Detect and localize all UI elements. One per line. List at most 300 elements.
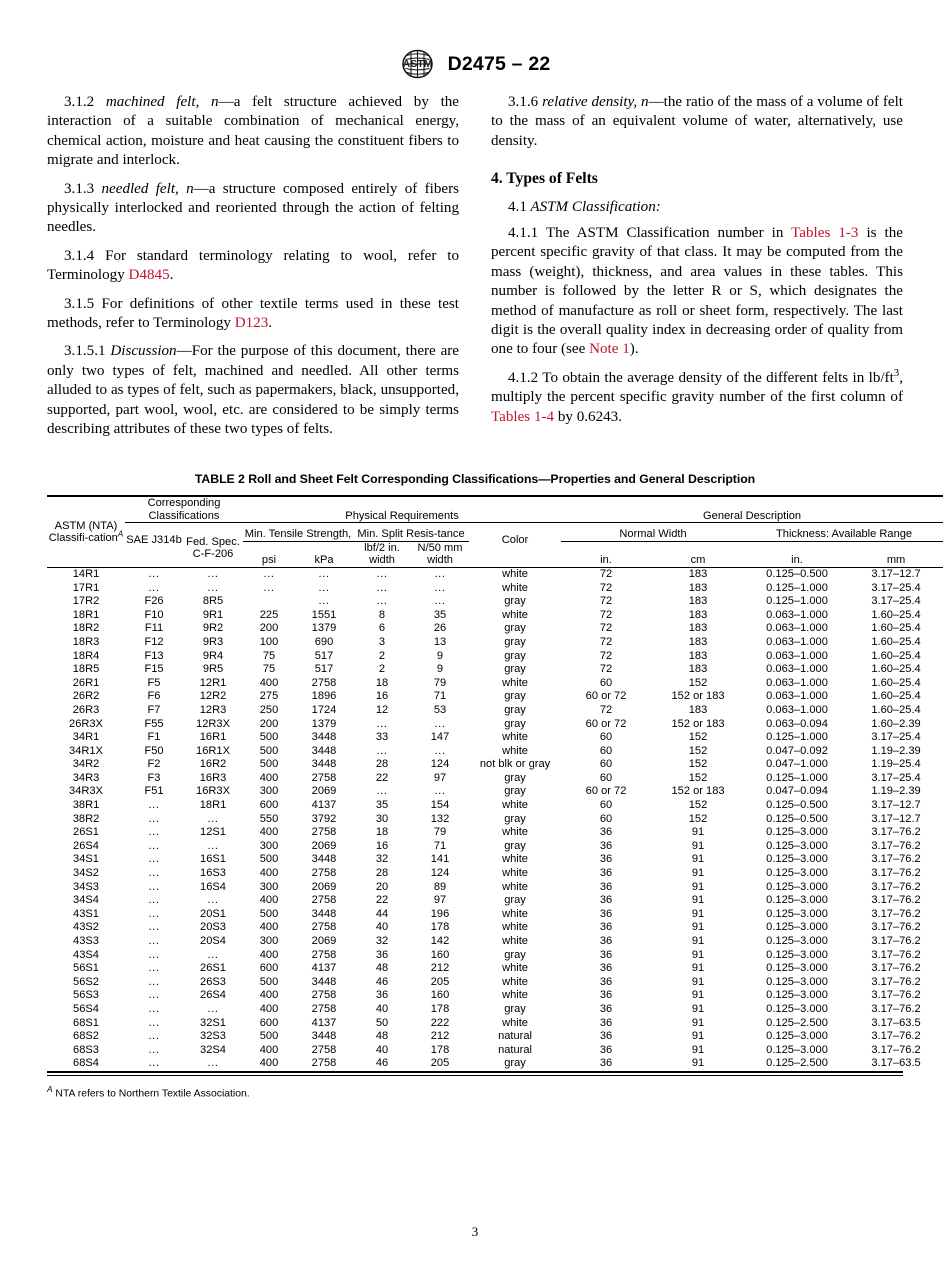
cell-n50: 178	[430, 921, 450, 934]
defined-term: relative density, n	[542, 94, 649, 110]
cell-width_cm: 91	[691, 1030, 705, 1043]
header-unit-psi: psi	[261, 554, 277, 567]
cell-sae: ...	[148, 567, 160, 580]
table-body	[47, 567, 943, 1070]
cell-astm: 56S2	[73, 975, 99, 988]
cell-lbf: 22	[375, 894, 389, 907]
cell-width_in: 36	[599, 935, 613, 947]
table-row	[47, 731, 943, 745]
cell-color: gray	[504, 771, 526, 784]
cell-color: white	[502, 744, 528, 757]
cell-thick_mm: 3.17–76.2	[871, 1043, 921, 1056]
cell-fed: 32S1	[200, 1016, 226, 1029]
cell-fed: 16R1	[199, 731, 227, 744]
cell-sae: F12	[144, 635, 164, 648]
table-row	[47, 582, 943, 596]
cell-astm: 34S1	[73, 853, 99, 866]
cell-lbf: 18	[375, 676, 389, 689]
cell-thick_mm: 3.17–25.4	[871, 771, 921, 784]
cell-psi: 300	[259, 839, 279, 852]
header-unit-thick-mm: mm	[886, 554, 906, 567]
cell-width_in: 36	[599, 989, 613, 1002]
cell-lbf: 2	[378, 649, 386, 662]
cell-thick_in: 0.125–3.000	[766, 989, 828, 1002]
cell-lbf: 8	[378, 608, 386, 621]
cell-width_in: 72	[599, 649, 613, 662]
cell-astm: 68S3	[73, 1043, 99, 1056]
cell-thick_mm: 3.17–63.5	[871, 1057, 921, 1070]
cell-thick_in: 0.125–3.000	[766, 1002, 828, 1015]
cell-thick_in: 0.125–0.500	[766, 812, 828, 825]
cell-thick_in: 0.125–2.500	[766, 1016, 828, 1029]
cell-psi: 400	[259, 1043, 279, 1056]
cell-astm: 34R1X	[69, 744, 103, 757]
cell-kpa: 3448	[311, 853, 337, 866]
cell-lbf: 36	[375, 948, 389, 961]
cell-kpa: ...	[318, 567, 330, 580]
cell-sae: ...	[148, 1057, 160, 1070]
cell-fed: ...	[207, 581, 219, 594]
cell-thick_in: 0.063–1.000	[766, 663, 828, 676]
table-row	[47, 622, 943, 636]
cell-n50: 142	[430, 935, 450, 947]
cell-lbf: 40	[375, 921, 389, 934]
cell-width_in: 36	[599, 1016, 613, 1029]
cell-kpa: 2069	[311, 785, 337, 798]
cell-thick_in: 0.125–3.000	[766, 853, 828, 866]
cell-thick_mm: 1.60–25.4	[871, 690, 921, 703]
header-min-split-resistance: Min. Split Resis-tance	[353, 523, 469, 542]
cell-lbf: 40	[375, 1043, 389, 1056]
paragraph-4-1-2	[491, 366, 903, 427]
cell-lbf: 6	[378, 622, 386, 635]
cell-kpa: 2758	[311, 826, 337, 839]
link-d123[interactable]: D123	[234, 315, 269, 332]
cell-lbf: ...	[376, 567, 388, 580]
link-d4845[interactable]: D4845	[128, 267, 170, 284]
para-text-tail: .	[268, 315, 273, 332]
cell-psi: 400	[259, 948, 279, 961]
cell-lbf: 32	[375, 853, 389, 866]
cell-color: gray	[504, 622, 526, 635]
cell-n50: ...	[434, 785, 446, 798]
cell-width_cm: 91	[691, 989, 705, 1002]
header-group-corresponding-classifications: Corresponding Classifications	[125, 496, 243, 523]
cell-psi: 600	[259, 1016, 279, 1029]
cell-fed: 12R3X	[196, 717, 230, 730]
cell-astm: 26S1	[73, 826, 99, 839]
cell-lbf: 30	[375, 812, 389, 825]
cell-n50: 178	[430, 1002, 450, 1015]
header-unit-n50: N/50 mm width	[417, 541, 463, 567]
cell-width_in: 36	[599, 880, 613, 893]
table-footnote	[47, 1080, 903, 1100]
para-text: —For the purpose of this document, there are only two types of felt, machined and needled. All other terms alluded to as types of felt, such as papermakers, black, unsupported, supported, part wool, wool, etc. are considered to be simply terms describing attributes of these two types of felts.	[47, 343, 460, 438]
cell-thick_in: 0.063–1.000	[766, 635, 828, 648]
cell-kpa: 517	[314, 649, 334, 662]
para-text: —a structure composed entirely of fibers physically interlocked and reoriented through the action of felting needles.	[47, 180, 459, 236]
footnote-marker: A	[47, 1083, 53, 1094]
table-row	[47, 976, 943, 990]
cell-thick_mm: 3.17–76.2	[871, 935, 921, 947]
cell-n50: 124	[430, 867, 450, 880]
cell-kpa: 1551	[311, 608, 337, 621]
cell-kpa: 517	[314, 663, 334, 676]
table-row	[47, 609, 943, 623]
cell-n50: ...	[434, 595, 446, 608]
cell-width_cm: 183	[688, 635, 708, 648]
cell-lbf: 50	[375, 1016, 389, 1029]
svg-text:ASTM: ASTM	[402, 58, 432, 70]
cell-kpa: 1724	[311, 703, 337, 716]
cell-sae: F51	[144, 785, 164, 798]
cell-thick_mm: 3.17–63.5	[871, 1016, 921, 1029]
cell-psi: 600	[259, 962, 279, 975]
cell-n50: 53	[433, 703, 447, 716]
cell-psi: 75	[262, 649, 276, 662]
cell-thick_in: 0.125–3.000	[766, 921, 828, 934]
cell-astm: 18R2	[72, 622, 100, 635]
cell-lbf: ...	[376, 717, 388, 730]
cell-lbf: 2	[378, 663, 386, 676]
table-row	[47, 921, 943, 935]
cell-thick_in: 0.125–0.500	[766, 799, 828, 812]
cell-kpa: 3448	[311, 758, 337, 771]
cell-kpa: 2758	[311, 1002, 337, 1015]
cell-color: white	[502, 989, 528, 1002]
cell-width_in: 60	[599, 812, 613, 825]
cell-sae: F15	[144, 663, 164, 676]
cell-kpa: 2758	[311, 1043, 337, 1056]
cell-thick_mm: 1.60–25.4	[871, 703, 921, 716]
cell-color: white	[502, 567, 528, 580]
table-row	[47, 1057, 943, 1071]
cell-thick_mm: 3.17–76.2	[871, 962, 921, 975]
cell-width_cm: 91	[691, 921, 705, 934]
table-row	[47, 881, 943, 895]
cell-lbf: 35	[375, 799, 389, 812]
cell-thick_mm: 3.17–76.2	[871, 880, 921, 893]
cell-thick_mm: 1.19–2.39	[871, 744, 921, 757]
table-row	[47, 1017, 943, 1031]
cell-width_cm: 183	[688, 567, 708, 580]
para-number: 4.1	[508, 198, 527, 215]
cell-width_cm: 91	[691, 867, 705, 880]
cell-psi: 500	[259, 853, 279, 866]
table-row	[47, 745, 943, 759]
cell-thick_in: 0.125–3.000	[766, 1043, 828, 1056]
cell-psi: 500	[259, 731, 279, 744]
table-row	[47, 772, 943, 786]
cell-width_cm: 91	[691, 975, 705, 988]
link-tables-1-3[interactable]: Tables 1-3	[791, 225, 859, 242]
cell-color: white	[502, 676, 528, 689]
paragraph-4-1-1	[491, 224, 903, 360]
cell-sae: ...	[148, 867, 160, 880]
cell-astm: 34S2	[73, 867, 99, 880]
table-row	[47, 867, 943, 881]
paragraph-4-1	[491, 198, 903, 217]
cell-thick_in: 0.125–1.000	[766, 731, 828, 744]
cell-kpa: 3792	[311, 812, 337, 825]
cell-width_in: 36	[599, 826, 613, 839]
cell-kpa: 3448	[311, 744, 337, 757]
cell-kpa: 2758	[311, 894, 337, 907]
cell-n50: ...	[434, 567, 446, 580]
cell-color: white	[502, 799, 528, 812]
cell-color: gray	[504, 703, 526, 716]
cell-sae: ...	[148, 894, 160, 907]
cell-n50: 212	[430, 1030, 450, 1043]
cell-psi	[243, 595, 295, 609]
cell-color: gray	[504, 717, 526, 730]
cell-thick_mm: 1.60–25.4	[871, 622, 921, 635]
cell-psi: 300	[259, 880, 279, 893]
cell-fed: 16S1	[200, 853, 226, 866]
paragraph-3-1-5-1	[47, 342, 459, 439]
table-bottom-rule	[47, 1071, 903, 1076]
cell-sae: ...	[148, 907, 160, 920]
cell-fed: 32S4	[200, 1043, 226, 1056]
cell-thick_mm: 1.19–25.4	[871, 758, 921, 771]
header-sae: SAE J314b	[126, 534, 182, 547]
cell-width_in: 72	[599, 663, 613, 676]
cell-fed: 12R3	[199, 703, 227, 716]
cell-astm: 68S1	[73, 1016, 99, 1029]
paragraph-3-1-5	[47, 295, 459, 334]
cell-fed: 16S3	[200, 867, 226, 880]
cell-psi: 500	[259, 758, 279, 771]
header-color: Color	[501, 534, 529, 547]
cell-thick_in: 0.047–0.092	[766, 744, 828, 757]
cell-thick_in: 0.125–1.000	[766, 581, 828, 594]
cell-n50: 178	[430, 1043, 450, 1056]
cell-thick_in: 0.125–3.000	[766, 948, 828, 961]
cell-color: gray	[504, 894, 526, 907]
cell-width_in: 60	[599, 676, 613, 689]
cell-kpa: 3448	[311, 975, 337, 988]
cell-width_in: 36	[599, 1043, 613, 1056]
table-2-block	[47, 472, 921, 1100]
cell-width_cm: 91	[691, 853, 705, 866]
cell-lbf: 48	[375, 962, 389, 975]
cell-n50: 132	[430, 812, 450, 825]
header-min-tensile-strength: Min. Tensile Strength,	[243, 523, 353, 542]
cell-width_in: 36	[599, 839, 613, 852]
cell-astm: 26S4	[73, 839, 99, 852]
cell-thick_mm: 3.17–76.2	[871, 1002, 921, 1015]
cell-kpa: 2758	[311, 1057, 337, 1070]
cell-fed: 20S1	[200, 907, 226, 920]
table-row	[47, 1030, 943, 1044]
cell-kpa: 4137	[311, 1016, 337, 1029]
cell-sae: ...	[148, 1002, 160, 1015]
cell-n50: 71	[433, 690, 447, 703]
cell-fed: 9R4	[202, 649, 224, 662]
cell-width_in: 60	[599, 731, 613, 744]
paragraph-3-1-2	[47, 93, 459, 171]
cell-lbf: 16	[375, 690, 389, 703]
cell-color: gray	[504, 785, 526, 798]
cell-fed: 18R1	[199, 799, 227, 812]
cell-astm: 34R2	[72, 758, 100, 771]
cell-thick_mm: 3.17–12.7	[871, 567, 921, 580]
cell-sae: F55	[144, 717, 164, 730]
cell-psi: 500	[259, 907, 279, 920]
header-group-general-description: General Description	[561, 496, 943, 523]
cell-psi: 275	[259, 690, 279, 703]
header-unit-kpa: kPa	[314, 554, 334, 567]
cell-sae: ...	[148, 1043, 160, 1056]
cell-fed: 9R3	[202, 635, 224, 648]
cell-n50: 9	[436, 663, 444, 676]
cell-width_cm: 152	[688, 758, 708, 771]
cell-sae: ...	[148, 948, 160, 961]
para-number: 4.1.1	[508, 225, 539, 242]
cell-astm: 26R3X	[69, 717, 103, 730]
cell-color: white	[502, 907, 528, 920]
cell-fed: 12R2	[199, 690, 227, 703]
cell-n50: 97	[433, 894, 447, 907]
cell-thick_mm: 3.17–76.2	[871, 839, 921, 852]
cell-psi: 500	[259, 975, 279, 988]
cell-lbf: 46	[375, 1057, 389, 1070]
cell-kpa: 1896	[311, 690, 337, 703]
cell-width_in: 60	[599, 771, 613, 784]
table-row	[47, 840, 943, 854]
cell-fed: ...	[207, 839, 219, 852]
cell-width_cm: 91	[691, 907, 705, 920]
cell-n50: 9	[436, 649, 444, 662]
cell-thick_mm: 3.17–76.2	[871, 867, 921, 880]
cell-color: white	[502, 826, 528, 839]
cell-n50: 160	[430, 948, 450, 961]
cell-fed: 16R2	[199, 758, 227, 771]
cell-psi: 400	[259, 771, 279, 784]
cell-sae: F50	[144, 744, 164, 757]
footnote-text: NTA refers to Northern Textile Association.	[52, 1088, 250, 1100]
cell-width_cm: 152	[688, 676, 708, 689]
cell-psi: 300	[259, 935, 279, 947]
cell-thick_mm: 1.60–25.4	[871, 663, 921, 676]
para-number: 3.1.5	[64, 295, 95, 312]
cell-thick_mm: 3.17–76.2	[871, 853, 921, 866]
cell-color: gray	[504, 663, 526, 676]
cell-width_in: 60 or 72	[585, 785, 627, 798]
cell-psi: 550	[259, 812, 279, 825]
cell-width_in: 60	[599, 744, 613, 757]
cell-color: white	[502, 935, 528, 947]
table-row	[47, 935, 943, 949]
cell-astm: 43S4	[73, 948, 99, 961]
cell-width_in: 36	[599, 907, 613, 920]
para-text: To obtain the average density of the different felts in lb/ft	[542, 369, 894, 386]
cell-psi: 200	[259, 717, 279, 730]
header-normal-width: Normal Width	[561, 523, 745, 542]
cell-n50: 35	[433, 608, 447, 621]
cell-color: white	[502, 1016, 528, 1029]
link-tables-1-4[interactable]: Tables 1-4	[491, 408, 555, 425]
cell-fed: 12R1	[199, 676, 227, 689]
cell-width_cm: 152	[688, 771, 708, 784]
table-row	[47, 989, 943, 1003]
para-text-tail: .	[169, 267, 174, 284]
cell-width_cm: 152 or 183	[671, 717, 725, 730]
cell-astm: 56S3	[73, 989, 99, 1002]
link-note-1[interactable]: Note 1	[589, 341, 630, 358]
table-row	[47, 894, 943, 908]
header-sub-row	[47, 523, 943, 542]
cell-astm: 38R2	[72, 812, 100, 825]
cell-kpa: 3448	[311, 1030, 337, 1043]
cell-n50: 124	[430, 758, 450, 771]
cell-width_cm: 91	[691, 935, 705, 947]
astm-logo-icon	[400, 49, 435, 79]
cell-thick_in: 0.125–2.500	[766, 1057, 828, 1070]
cell-sae: F3	[147, 771, 161, 784]
cell-astm: 43S1	[73, 907, 99, 920]
cell-thick_in: 0.063–1.000	[766, 676, 828, 689]
cell-astm: 14R1	[72, 567, 100, 580]
cell-width_cm: 91	[691, 1057, 705, 1070]
header-unit-width-cm: cm	[690, 554, 706, 567]
cell-sae: F11	[144, 622, 164, 635]
header-thickness-range: Thickness: Available Range	[745, 523, 943, 542]
cell-width_in: 36	[599, 853, 613, 866]
cell-width_in: 60 or 72	[585, 690, 627, 703]
cell-fed: 26S3	[200, 975, 226, 988]
cell-astm: 18R4	[72, 649, 100, 662]
cell-sae: ...	[148, 975, 160, 988]
cell-width_cm: 183	[688, 608, 708, 621]
cell-kpa: 4137	[311, 799, 337, 812]
cell-thick_mm: 3.17–25.4	[871, 581, 921, 594]
header-astm-class-label: ASTM (NTA) Classifi-cation	[48, 519, 118, 545]
cell-astm: 43S3	[73, 935, 99, 947]
cell-fed: ...	[207, 1057, 219, 1070]
cell-kpa: 2069	[311, 935, 337, 947]
cell-width_in: 36	[599, 1030, 613, 1043]
cell-sae: F2	[147, 758, 161, 771]
cell-width_cm: 91	[691, 1016, 705, 1029]
table-header	[47, 496, 943, 567]
cell-width_cm: 183	[688, 622, 708, 635]
cell-width_in: 36	[599, 894, 613, 907]
cell-thick_mm: 3.17–76.2	[871, 894, 921, 907]
para-text-tail: by 0.6243.	[554, 408, 622, 425]
cell-sae: ...	[148, 921, 160, 934]
cell-psi: 100	[259, 635, 279, 648]
cell-astm: 68S4	[73, 1057, 99, 1070]
cell-color: white	[502, 731, 528, 744]
cell-color: white	[502, 975, 528, 988]
cell-lbf: 28	[375, 758, 389, 771]
para-number: 3.1.4	[64, 247, 95, 264]
defined-term: machined felt, n	[105, 94, 219, 110]
cell-astm: 34S4	[73, 894, 99, 907]
cell-width_in: 36	[599, 867, 613, 880]
cell-fed: ...	[207, 812, 219, 825]
cell-color: white	[502, 581, 528, 594]
cell-width_in: 36	[599, 962, 613, 975]
header-astm-class	[47, 496, 125, 567]
cell-astm: 34R3	[72, 771, 100, 784]
cell-astm: 17R2	[72, 595, 100, 608]
cell-kpa: ...	[318, 581, 330, 594]
cell-thick_in: 0.125–3.000	[766, 839, 828, 852]
header-unit-width-in: in.	[600, 554, 612, 567]
cell-width_cm: 152	[688, 799, 708, 812]
